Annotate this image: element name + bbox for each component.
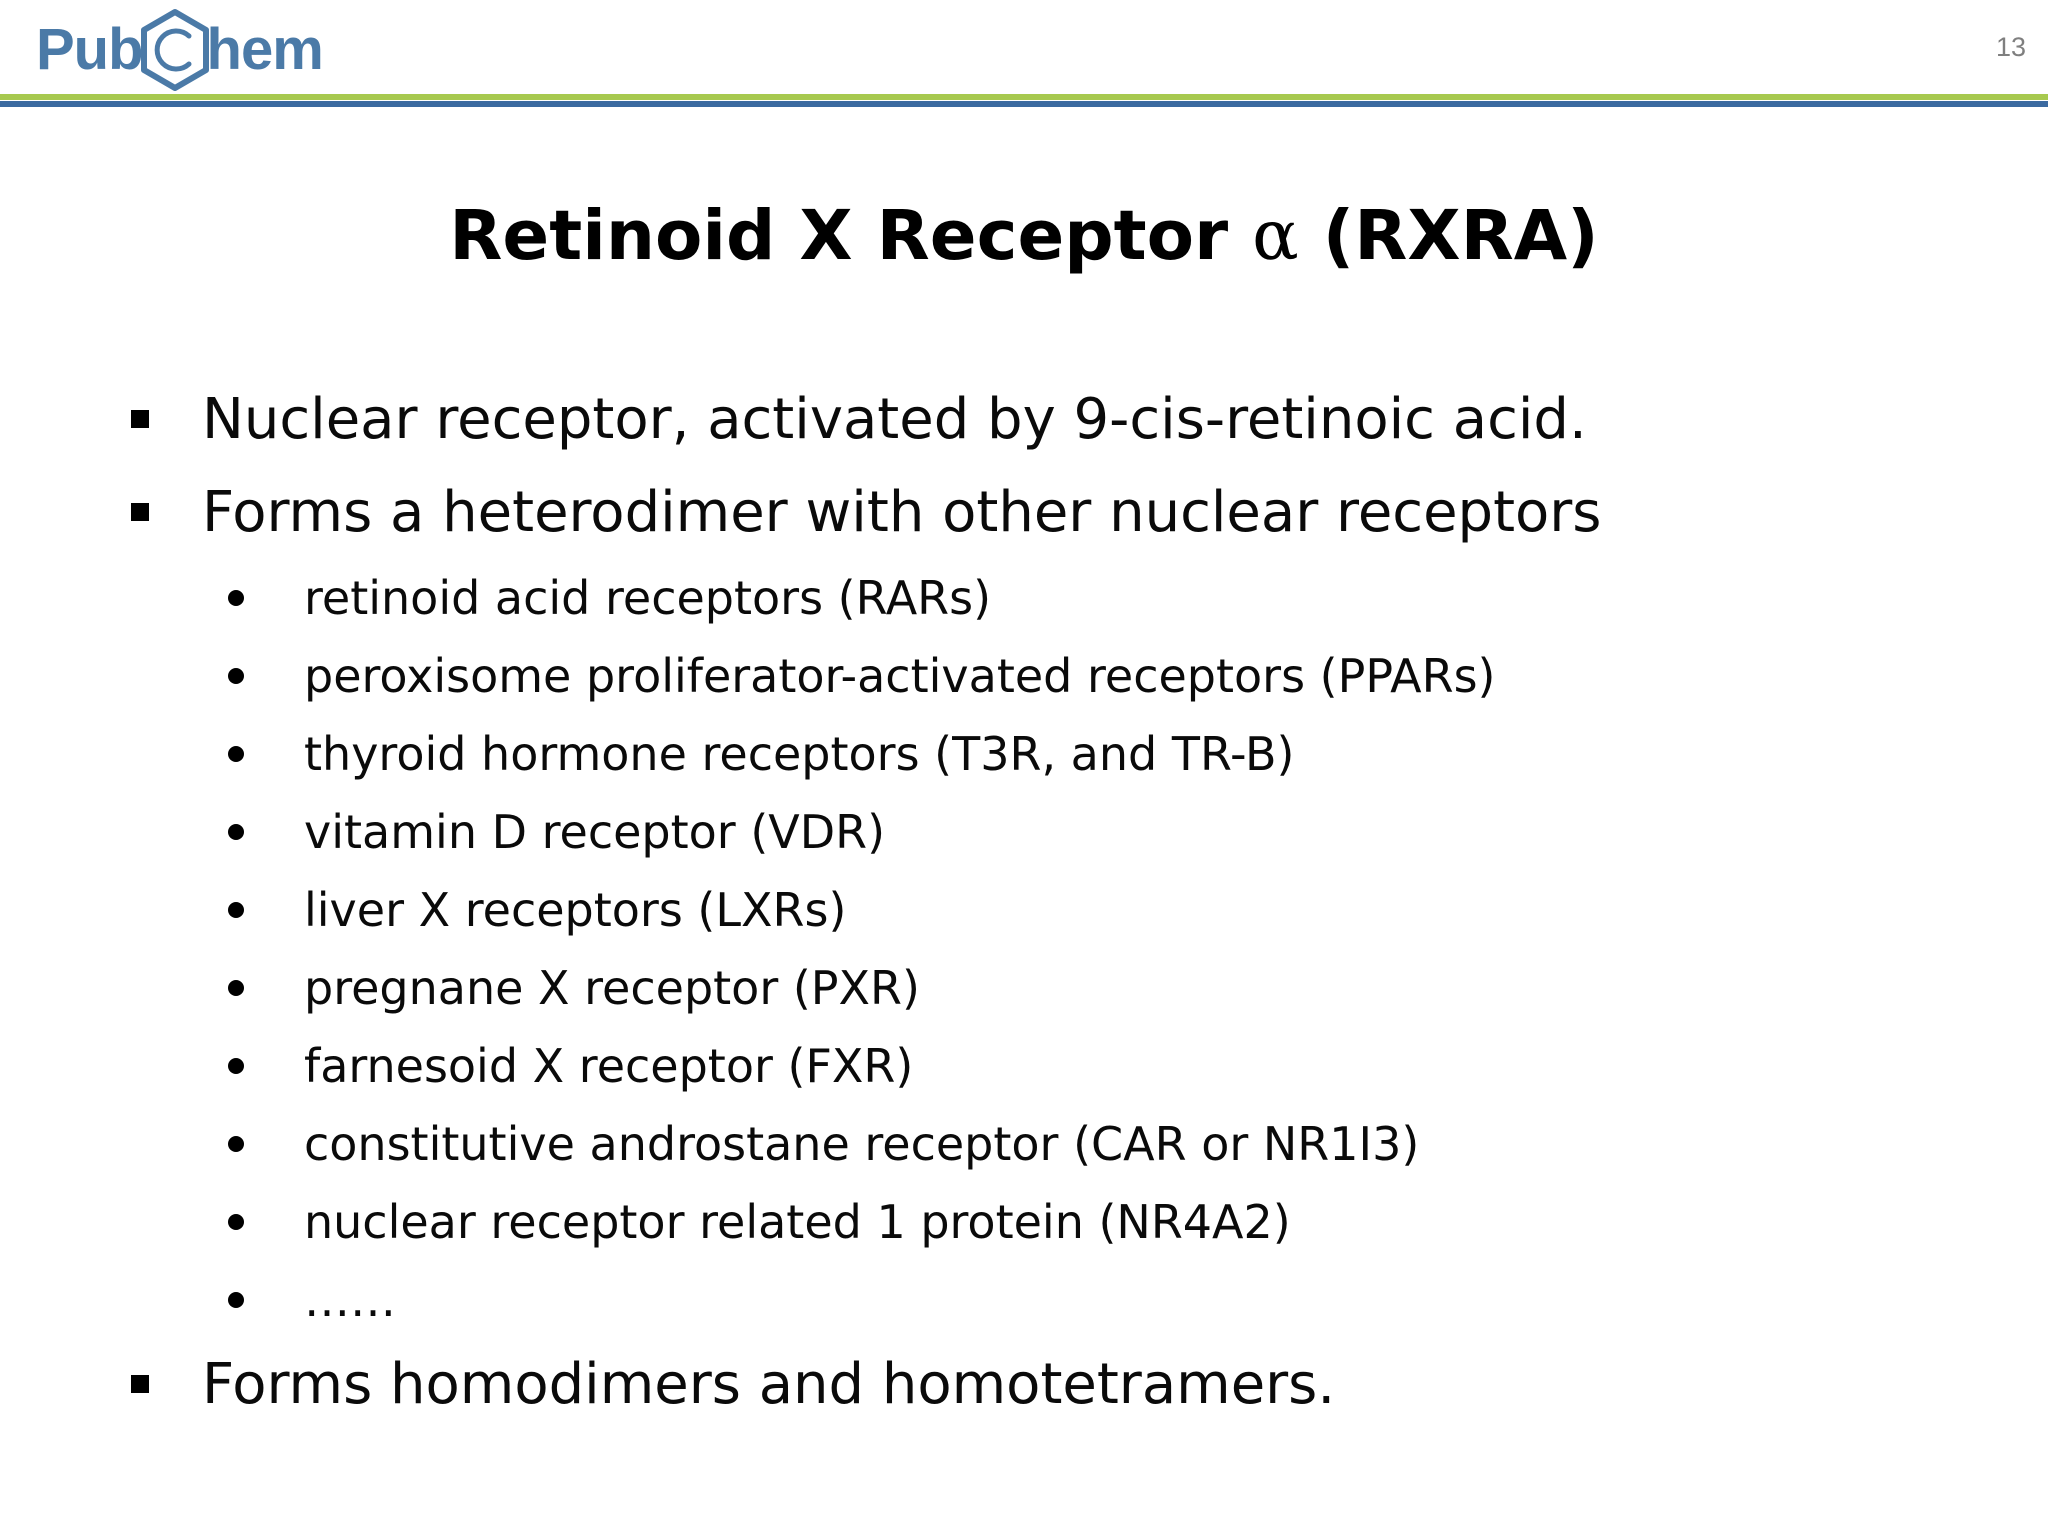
sub-bullet-item — [0, 799, 2048, 865]
title-alpha-symbol: α — [1252, 196, 1299, 276]
page-number: 13 — [1995, 32, 2026, 62]
title-suffix: (RXRA) — [1298, 196, 1599, 276]
sub-bullet-item — [0, 565, 2048, 631]
round-bullet-icon — [228, 1214, 244, 1230]
bullet-item — [0, 380, 2048, 460]
bullet-text: Forms homodimers and homotetramers. — [202, 1352, 1336, 1417]
bullet-text: Nuclear receptor, activated by 9-cis-retinoic acid. — [202, 387, 1587, 452]
sub-bullet-text: peroxisome proliferator-activated receptors (PPARs) — [304, 649, 1496, 703]
sub-bullet-text: thyroid hormone receptors (T3R, and TR-B) — [304, 727, 1295, 781]
title-main: Retinoid X Receptor — [449, 196, 1253, 276]
sub-bullet-item — [0, 955, 2048, 1021]
sub-bullet-item — [0, 1267, 2048, 1333]
slide-title — [0, 188, 2048, 284]
bullet-item — [0, 1345, 2048, 1425]
sub-bullet-text: vitamin D receptor (VDR) — [304, 805, 886, 859]
sub-bullet-item — [0, 643, 2048, 709]
header-rule-blue — [0, 101, 2048, 107]
square-bullet-icon — [131, 503, 149, 521]
round-bullet-icon — [228, 980, 244, 996]
round-bullet-icon — [228, 902, 244, 918]
sub-bullet-text: liver X receptors (LXRs) — [304, 883, 847, 937]
bullet-item — [0, 473, 2048, 553]
pubchem-logo — [36, 8, 323, 92]
slide-header — [0, 0, 2048, 110]
logo-text-right: hem — [206, 17, 323, 82]
sub-bullet-text: …… — [304, 1273, 396, 1327]
sub-bullet-item — [0, 1111, 2048, 1177]
square-bullet-icon — [131, 410, 149, 428]
bullet-text: Forms a heterodimer with other nuclear receptors — [202, 480, 1602, 545]
sub-bullet-text: farnesoid X receptor (FXR) — [304, 1039, 914, 1093]
round-bullet-icon — [228, 668, 244, 684]
round-bullet-icon — [228, 1292, 244, 1308]
logo-text-left: Pub — [36, 17, 143, 82]
round-bullet-icon — [228, 590, 244, 606]
sub-bullet-item — [0, 1033, 2048, 1099]
round-bullet-icon — [228, 1136, 244, 1152]
sub-bullet-text: nuclear receptor related 1 protein (NR4A2) — [304, 1195, 1291, 1249]
sub-bullet-text: constitutive androstane receptor (CAR or NR1I3) — [304, 1117, 1420, 1171]
sub-bullet-text: retinoid acid receptors (RARs) — [304, 571, 992, 625]
round-bullet-icon — [228, 746, 244, 762]
sub-bullet-item — [0, 721, 2048, 787]
sub-bullet-text: pregnane X receptor (PXR) — [304, 961, 920, 1015]
sub-bullet-item — [0, 1189, 2048, 1255]
square-bullet-icon — [131, 1375, 149, 1393]
hexagon-c-icon — [139, 8, 211, 92]
sub-bullet-item — [0, 877, 2048, 943]
round-bullet-icon — [228, 1058, 244, 1074]
round-bullet-icon — [228, 824, 244, 840]
header-rule-green — [0, 94, 2048, 100]
